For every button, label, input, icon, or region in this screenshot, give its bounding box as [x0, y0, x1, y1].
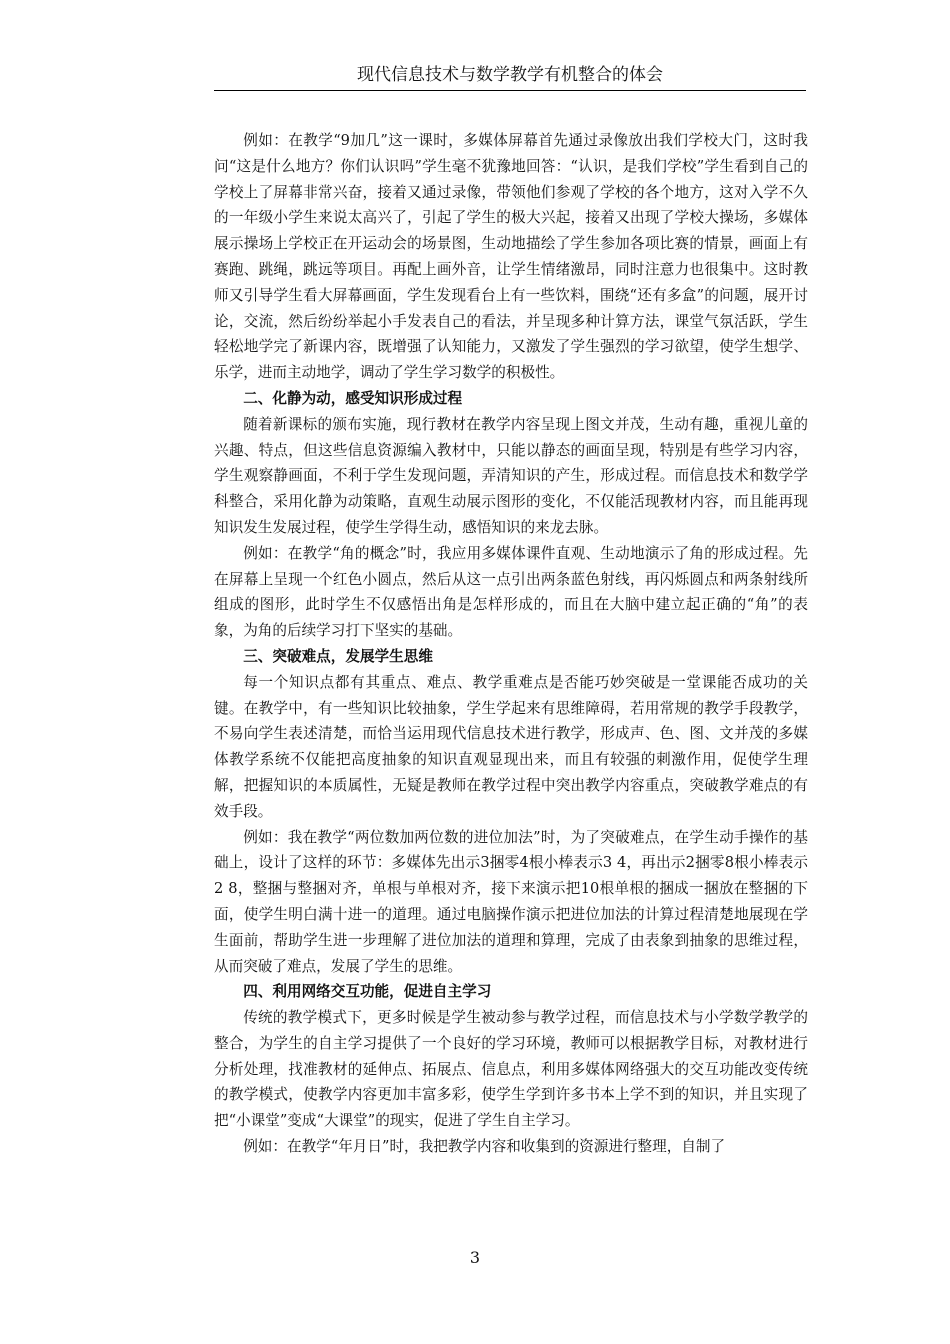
paragraph: 例如：我在教学“两位数加两位数的进位加法”时，为了突破难点，在学生动手操作的基础上，设计了这样的环节：多媒体先出示3捆零4根小棒表示3 4，再出示2捆零8根小棒表示2 8，整捆与整捆对齐，单根与单根对齐，接下来演示把10根单根的捆成一捆放在整捆的下面，使学生明白满十进一的道理。通过电脑操作演示把进位加法的计算过程清楚地展现在学生面前，帮助学生进一步理解了进位加法的道理和算理，完成了由表象到抽象的思维过程，从而突破了难点，发展了学生的思维。 [214, 828, 808, 975]
page-header-title: 现代信息技术与数学教学有机整合的体会 [214, 62, 806, 91]
paragraph: 例如：在教学“角的概念”时，我应用多媒体课件直观、生动地演示了角的形成过程。先在屏幕上呈现一个红色小圆点，然后从这一点引出两条蓝色射线，再闪烁圆点和两条射线所组成的图形，此时学生不仅感悟出角是怎样形成的，而且在大脑中建立起正确的“角”的表象，为角的后续学习打下坚实的基础。 [214, 544, 808, 640]
section-heading: 三、突破难点，发展学生思维 [243, 647, 433, 665]
paragraph: 传统的教学模式下，更多时候是学生被动参与教学过程，而信息技术与小学数学教学的整合，为学生的自主学习提供了一个良好的学习环境，教师可以根据教学目标，对教材进行分析处理，找准教材的延伸点、拓展点、信息点，利用多媒体网络强大的交互功能改变传统的教学模式，使教学内容更加丰富多彩，使学生学到许多书本上学不到的知识，并且实现了把“小课堂”变成“大课堂”的现实，促进了学生自主学习。 [214, 1009, 808, 1130]
section-heading: 二、化静为动，感受知识形成过程 [243, 389, 463, 407]
paragraph: 例如：在教学“年月日”时，我把教学内容和收集到的资源进行整理，自制了 [243, 1138, 726, 1156]
paragraph: 每一个知识点都有其重点、难点、教学重难点是否能巧妙突破是一堂课能否成功的关键。在教学中，有一些知识比较抽象，学生学起来有思维障碍，若用常规的教学手段教学，不易向学生表述清楚，而恰当运用现代信息技术进行教学，形成声、色、图、文并茂的多媒体教学系统不仅能把高度抽象的知识直观显现出来，而且有较强的刺激作用，促使学生理解，把握知识的本质属性，无疑是教师在教学过程中突出教学内容重点，突破教学难点的有效手段。 [214, 673, 808, 820]
page-number: 3 [469, 1248, 481, 1267]
paragraph: 随着新课标的颁布实施，现行教材在教学内容呈现上图文并茂，生动有趣，重视儿童的兴趣、特点，但这些信息资源编入教材中，只能以静态的画面呈现，特别是有些学习内容，学生观察静画面，不利于学生发现问题，弄清知识的产生，形成过程。而信息技术和数学学科整合，采用化静为动策略，直观生动展示图形的变化，不仅能活现教材内容，而且能再现知识发生发展过程，使学生学得生动，感悟知识的来龙去脉。 [214, 415, 808, 536]
section-heading: 四、利用网络交互功能，促进自主学习 [243, 983, 492, 1001]
paragraph: 例如：在教学“9加几”这一课时，多媒体屏幕首先通过录像放出我们学校大门，这时我问“这是什么地方？你们认识吗”学生毫不犹豫地回答：“认识，是我们学校”学生看到自己的学校上了屏幕非常兴奋，接着又通过录像，带领他们参观了学校的各个地方，这对入学不久的一年级小学生来说太高兴了，引起了学生的极大兴起，接着又出现了学校大操场，多媒体展示操场上学校正在开运动会的场景图，生动地描绘了学生参加各项比赛的情景，画面上有赛跑、跳绳，跳远等项目。再配上画外音，让学生情绪激昂，同时注意力也很集中。这时教师又引导学生看大屏幕画面，学生发现看台上有一些饮料，围绕“还有多盒”的问题，展开讨论，交流，然后纷纷举起小手发表自己的看法，并呈现多种计算方法，课堂气氛活跃，学生轻松地学完了新课内容，既增强了认知能力，又激发了学生强烈的学习欲望，使学生想学、乐学，进而主动地学，调动了学生学习数学的积极性。 [214, 132, 808, 382]
document-body [214, 128, 808, 1160]
